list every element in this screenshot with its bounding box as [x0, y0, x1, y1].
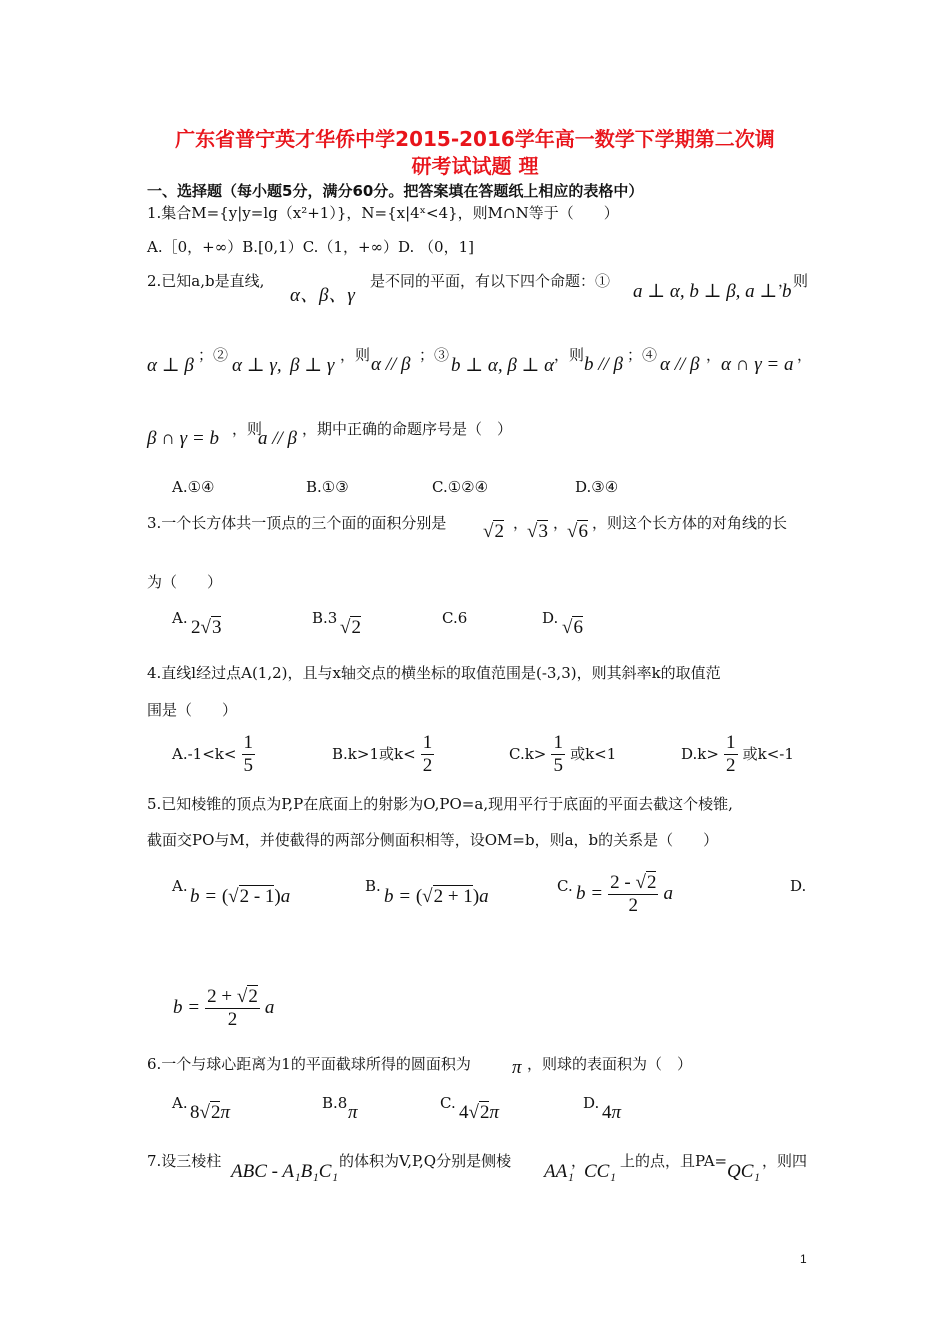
question-3-line2: 为（ ）	[147, 573, 223, 591]
q5-option-b-formula: b = (√2 + 1)a	[384, 886, 489, 907]
q3-option-c: C.6	[442, 609, 468, 627]
question-6-tail: ，则球的表面积为（ ）	[527, 1055, 693, 1073]
comma-1: ，	[706, 346, 722, 364]
question-3-stem: 3.一个长方体共一顶点的三个面的面积分别是	[147, 514, 447, 532]
q3-option-a: A.	[172, 609, 188, 627]
question-5-line2: 截面交PO与M，并使截得的两部分侧面积相等，设OM=b，则a，b的关系是（ ）	[147, 831, 719, 849]
edge-qc1: QC₁	[727, 1161, 760, 1182]
q3-option-b: B.3	[312, 609, 338, 627]
q6-option-a: A.	[172, 1094, 188, 1112]
question-2-lead2: 是不同的平面，有以下四个命题：①	[370, 272, 611, 290]
q4-option-a: A.-1<k< $\frac{1}{5}$	[172, 732, 254, 776]
comma-q7: ，	[571, 1152, 587, 1170]
q2-option-b: B.①③	[306, 478, 349, 496]
proposition-4-b: α ∩ γ = a	[721, 354, 794, 375]
proposition-3: b ⊥ α, β ⊥ α	[451, 355, 555, 376]
page-number: 1	[800, 1252, 807, 1266]
q3-option-d: D.	[542, 609, 559, 627]
question-7-lead: 7.设三棱柱	[147, 1152, 222, 1170]
edge-cc1: CC₁	[584, 1161, 616, 1182]
sqrt-6: √6	[567, 521, 588, 542]
q5-option-d-formula: b = $\frac{2 + √2}{2}$ a	[173, 986, 275, 1030]
q6-option-c-value: 4√2π	[459, 1102, 499, 1123]
q4-option-c: C.k> $\frac{1}{5}$ 或k<1	[509, 732, 617, 776]
question-6-stem: 6.一个与球心距离为1的平面截球所得的圆面积为	[147, 1055, 471, 1073]
question-7-tail: ，则四	[762, 1152, 808, 1170]
q6-option-c: C.	[440, 1094, 456, 1112]
proposition-1-result: α ⊥ β	[147, 355, 194, 376]
comma-q3-2: ，	[553, 514, 569, 532]
q4-option-d: D.k> $\frac{1}{2}$ 或k<-1	[681, 732, 794, 776]
question-2-then2: ，则	[340, 346, 371, 364]
q5-option-c-formula: b = $\frac{2 - √2}{2}$ a	[576, 872, 674, 916]
proposition-2-b: β ⊥ γ	[290, 355, 335, 376]
proposition-4-result: a // β	[258, 428, 298, 449]
question-3-tail: ，则这个长方体的对角线的长	[592, 514, 788, 532]
question-2-tail: ，期中正确的命题序号是（ ）	[302, 420, 513, 438]
q6-option-b: B.8	[322, 1094, 348, 1112]
section-heading: 一、选择题（每小题5分，满分60分。把答案填在答题纸上相应的表格中）	[147, 182, 644, 200]
page-title-line1: 广东省普宁英才华侨中学2015-2016学年高一数学下学期第二次调	[175, 127, 775, 151]
q2-option-d: D.③④	[575, 478, 619, 496]
question-2-then3: ，则	[554, 346, 585, 364]
q5-option-c-label: C.	[557, 877, 573, 895]
proposition-2-result: α // β	[371, 354, 411, 375]
circle-4-label: ；④	[627, 346, 658, 364]
q2-option-a: A.①④	[172, 478, 215, 496]
question-4-stem: 4.直线l经过点A(1,2)，且与x轴交点的横坐标的取值范围是(-3,3)，则其斜率k的取值范	[147, 664, 721, 682]
q3-option-d-value: √6	[562, 617, 583, 638]
proposition-2-a: α ⊥ γ,	[232, 355, 282, 376]
q3-option-a-value: 2√3	[191, 617, 222, 638]
q6-option-b-pi: π	[348, 1102, 358, 1123]
q5-option-a-label: A.	[172, 877, 188, 895]
sqrt-2: √2	[483, 521, 504, 542]
question-2-lead: 2.已知a,b是直线,	[147, 272, 265, 290]
q3-option-b-value: √2	[340, 617, 361, 638]
q6-option-a-value: 8√2π	[190, 1102, 230, 1123]
question-7-mid: 的体积为V,P,Q分别是侧棱	[339, 1152, 512, 1170]
question-5-line1: 5.已知棱锥的顶点为P,P在底面上的射影为O,PO=a,现用平行于底面的平面去截这个棱锥,	[147, 795, 733, 813]
q2-option-c: C.①②④	[432, 478, 489, 496]
question-2-planes: α、β、γ	[290, 285, 355, 306]
proposition-4-a: α // β	[660, 354, 700, 375]
sqrt-3: √3	[527, 521, 548, 542]
prism-name: ABC - A₁B₁C₁	[231, 1161, 339, 1182]
proposition-3-result: b // β	[584, 354, 624, 375]
q5-option-d-label: D.	[790, 877, 807, 895]
q5-option-b-label: B.	[365, 877, 381, 895]
pi-symbol: π	[512, 1057, 522, 1078]
question-7-mid2: 上的点，且PA=	[620, 1152, 728, 1170]
circle-2-label: ；②	[198, 346, 229, 364]
proposition-1: a ⊥ α, b ⊥ β, a ⊥ b	[633, 281, 792, 302]
page-title-line2: 研考试试题 理	[411, 154, 539, 178]
q6-option-d-value: 4π	[602, 1102, 622, 1123]
question-2-then1: ，则	[778, 272, 809, 290]
proposition-4-c: β ∩ γ = b	[147, 428, 219, 449]
comma-q3-1: ，	[513, 514, 529, 532]
question-2-then4: ，则	[232, 420, 263, 438]
question-4-line2: 围是（ ）	[147, 701, 238, 719]
circle-3-label: ；③	[419, 346, 450, 364]
q6-option-d: D.	[583, 1094, 600, 1112]
question-1-options: A.［0，+∞）B.[0,1）C.（1，+∞）D. （0，1]	[147, 238, 474, 256]
edge-aa1: AA₁	[544, 1161, 574, 1182]
q5-option-a-formula: b = (√2 - 1)a	[190, 886, 291, 907]
q4-option-b: B.k>1或k< $\frac{1}{2}$	[332, 732, 433, 776]
question-1-stem: 1.集合M={y|y=lg（x²+1）}，N={x|4ˣ<4}，则M∩N等于（ ）	[147, 204, 619, 222]
comma-2: ，	[797, 346, 813, 364]
